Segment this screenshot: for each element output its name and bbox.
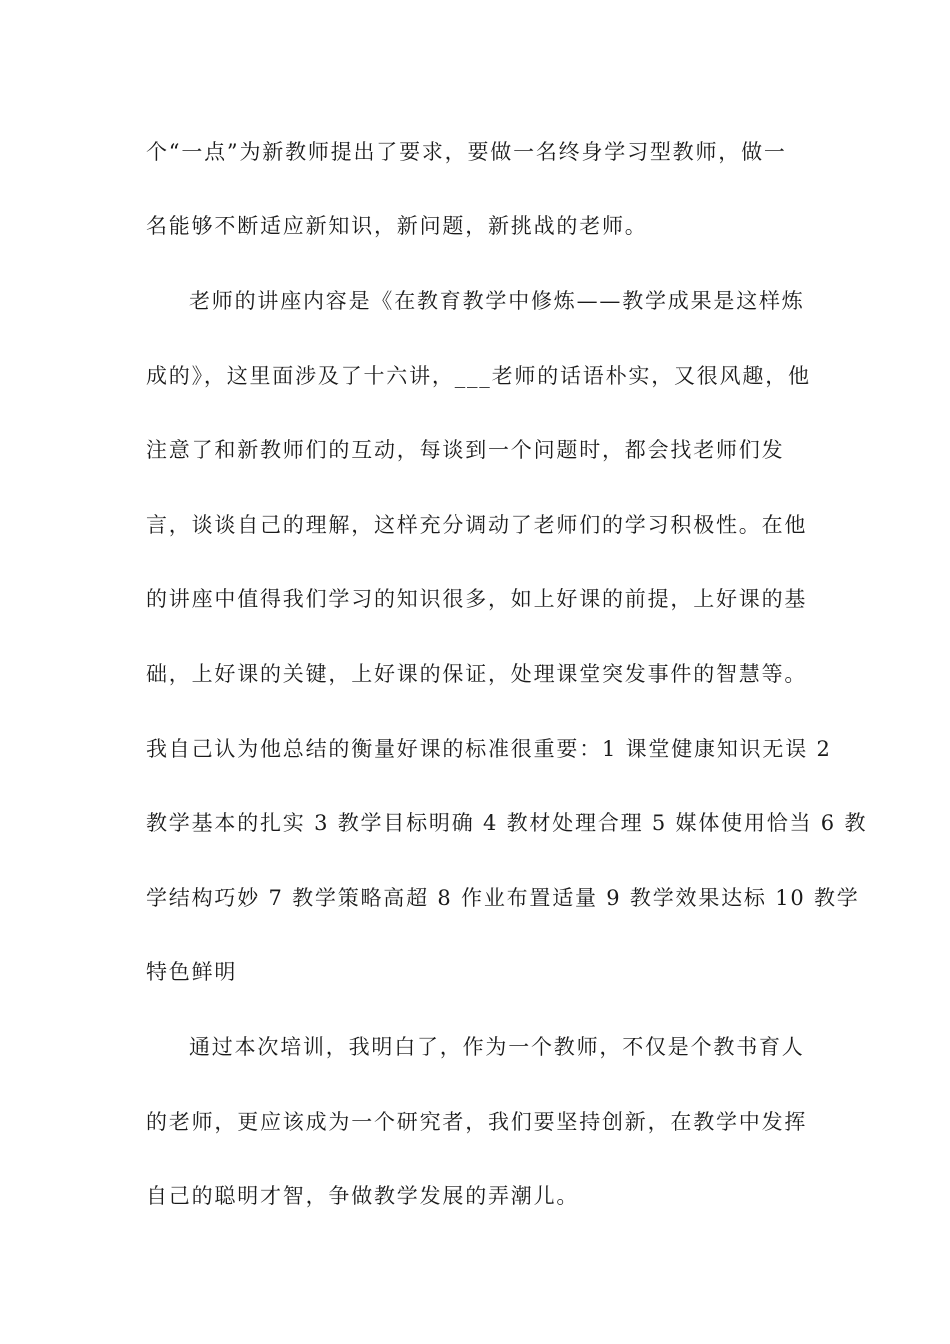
text-line: 的老师，更应该成为一个研究者，我们要坚持创新，在教学中发挥 <box>146 1110 808 1134</box>
text-line: 教学基本的扎实 3 教学目标明确 4 教材处理合理 5 媒体使用恰当 6 教 <box>146 811 868 835</box>
text-line: 成的》，这里面涉及了十六讲，___老师的话语朴实，又很风趣，他 <box>146 364 811 388</box>
text-line: 注意了和新教师们的互动，每谈到一个问题时，都会找老师们发 <box>146 438 785 462</box>
text-line: 学结构巧妙 7 教学策略高超 8 作业布置适量 9 教学效果达标 10 教学 <box>146 886 860 910</box>
text-line: 础，上好课的关键，上好课的保证，处理课堂突发事件的智慧等。 <box>146 662 808 686</box>
text-line: 的讲座中值得我们学习的知识很多，如上好课的前提，上好课的基 <box>146 587 808 611</box>
text-line: 自己的聪明才智，争做教学发展的弄潮儿。 <box>146 1184 580 1208</box>
paragraph-start-line: 通过本次培训，我明白了，作为一个教师，不仅是个教书育人 <box>189 1035 805 1059</box>
text-line: 言，谈谈自己的理解，这样充分调动了老师们的学习积极性。在他 <box>146 513 808 537</box>
text-line: 特色鲜明 <box>146 960 238 984</box>
paragraph-start-line: 老师的讲座内容是《在教育教学中修炼——教学成果是这样炼 <box>189 289 805 313</box>
text-line: 我自己认为他总结的衡量好课的标准很重要：1 课堂健康知识无误 2 <box>146 737 832 761</box>
text-line: 名能够不断适应新知识，新问题，新挑战的老师。 <box>146 214 648 238</box>
text-line: 个“一点”为新教师提出了要求，要做一名终身学习型教师，做一 <box>146 140 787 164</box>
